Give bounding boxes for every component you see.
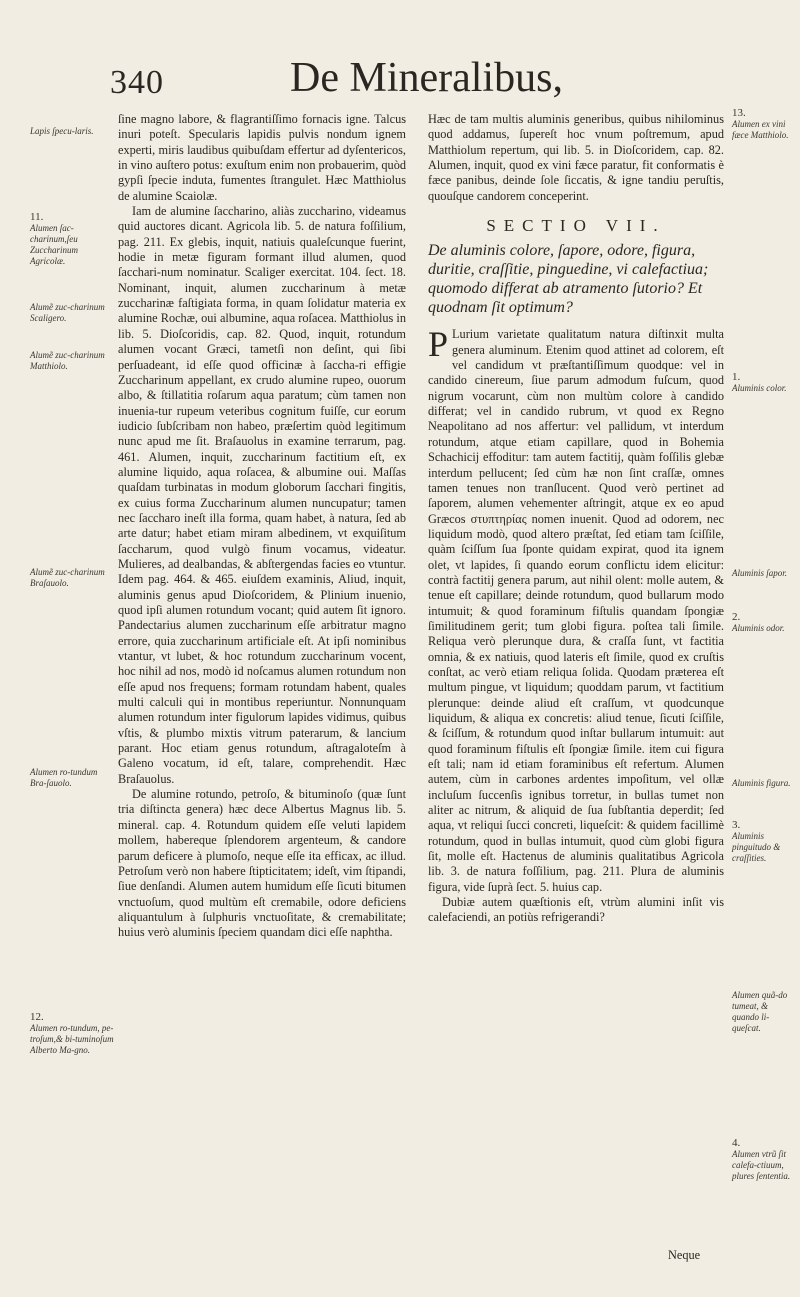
left-margin-note: Lapis ſpecu-laris. xyxy=(30,126,94,136)
left-margin-note: Alumen ro-tundum Bra-ſauolo. xyxy=(30,767,98,788)
page-header xyxy=(110,54,710,104)
catchword: Neque xyxy=(668,1248,701,1262)
paragraph: De alumine rotundo, petroſo, & bituminoſo (quæ ſunt tria diſtincta genera) hæc dece Albertus Magnus lib. 5. mineral. cap. 4. Rotundum quidem eſſe veluti lapidem mollem, habereque ſplendorem argenteum, & candore parum deficere à plumoſo, neque eſſe ita efficax, ac illud. Petroſum verò non habere ſtipticitatem; ideſt, vim ſtipandi, ſiue denſandi. Alumen autem humidum eſſe ſicuti bitumen vnctuoſum, quod multùm eſt cremabile, odore deficiens aliquantulum à ſulphuris vnctuoſitate, & cremabilitate; huius verò aluminis ſpeciem quandam dici eſſe naphtha. xyxy=(118,787,406,940)
right-margin-note: Aluminis figura. xyxy=(732,778,791,788)
left-text-column xyxy=(118,112,406,941)
right-margin-note: 13. Alumen ex vini fæce Matthiolo. xyxy=(732,107,789,140)
left-margin-note: Alumẽ zuc-charinum Braſauolo. xyxy=(30,567,105,588)
right-margin-note: 3. Aluminis pinguitudo & craſſities. xyxy=(732,819,781,863)
page-number: 340 xyxy=(110,64,164,101)
right-margin-note: 4. Alumen vtrũ ſit calefa-ctiuum, plures ſententia. xyxy=(732,1137,791,1181)
left-margin-note: Alumẽ zuc-charinum Scaligero. xyxy=(30,302,105,323)
drop-capital: P xyxy=(428,324,449,365)
right-margin-note: Alumen quã-do tumeat, & quando li-queſcat. xyxy=(732,990,788,1033)
paragraph: P Lurium varietate qualitatum natura diſtinxit multa genera aluminum. Etenim quod attinet ad colorem, eſt vel candidum vt præſtantiſſimum quodque: vel in candido cinereum, ſiue parum admodum fuſcum, quod nigrum vocarunt, cùm non multùm colore à candido differat; vel in candido rubrum, vt quod ex Regno Neapolitano ad nos affertur: vel pallidum, vt interdum rotundum, atque etiam capillare, quod in Bohemia Schachicij effoditur: tam autem factitij, quàm foſſilis glebæ interdum pellucent; ſed cùm hæ non ſint craſſæ, omnes tamen tenues non tranſlucent. Quod verò pertinet ad ſaporem, alumen vehementer aſtringit, atque ex eo apud Græcos στυπτηρίας nomen inuenit. Quod ad odorem, nec liquidum modò, quod altero præſtat, ſed etiam tam ſciſſile, quàm ſciſſum ſua ſponte quidam expirat, quod ita ignem olet, vt lapides, ſi quando eorum conflictu idem elicitur: contrà factitij genera parum, aut nihil olent: molle autem, & tenue eſt capillare; deinde rotundum, quod bullarum modo intumuit; & quod foraminum fiſtulis quandam ſpongiæ ſimilitudinem gerit; tum globi figura. poſtea tali ſimile. Reliqua verò plerunque dura, & craſſa ſunt, vt factitia omnia, & ex natiuis, quod lateris eſt ſimile, quod ex cruſtis conſtat, ac verò etiam reliqua ſolida. Quodam præterea eſt multum pingue, vt liquidum; quoddam parum, vt factitium plerunque: deinde aliud eſt craſſum, vt quodcunque liquidum, & aliqua ex concretis: aliud tenue, ſicuti ſciſſile, & ſciſſum, & rotundum quod inſtar bullarum intumuit: aut quod foraminum fiſtulis eſt ſpongiæ ſimile. item cui figura eſt tali; nam id etiam foraminibus eſt refertum. Alumen autem, cùm in carbones ardentes impoſitum, vel ollæ incluſum ſuccenſis ignibus torretur, in bullas tumet non aliter ac nitrum, & aliquid de ſua ſubſtantia deperdit; ſed aqua, vt reliqui ſucci concreti, liqueſcit: & quidem facillimè rotundum, quod in bullas intumuit, quod cùm globi figura ſit, molle eſt. Hactenus de aluminis qualitatibus Agricola lib. 3. de natura foſſilium, pag. 211. Plura de aluminis figura, vide ſuprà ſect. 5. huius cap. xyxy=(428,324,724,894)
right-margin-note: 2. Aluminis odor. xyxy=(732,611,785,633)
right-text-column xyxy=(428,112,724,926)
running-title: De Mineralibus, xyxy=(290,55,563,101)
section-title: De aluminis colore, ſapore, odore, figura, duritie, craſſitie, pinguedine, vi calefactiua; quomodo differat ab atramento ſutorio? Et quodnam ſit optimum? xyxy=(428,242,709,317)
left-margin-note: Alumẽ zuc-charinum Matthiolo. xyxy=(30,350,105,371)
paragraph: Iam de alumine ſaccharino, aliàs zuccharino, videamus quid auctores dicant. Agricola lib. 5. de natura foſſilium, pag. 211. Ex glebis, inquit, natiuis qualeſcunque fuerint, hodie in metæ figuram formant illud alumen, quod ſacchari-num nominatur. Scaliger exercitat. 104. ſect. 18. Nominant, inquit, alumen zuccharinum à metæ zuccharinæ faſtigiata forma, in quam ſolidatur materia ex alumine Rochæ, oui albumine, aqua roſacea. Matthiolus in lib. 5. Dioſcoridis, cap. 82. Quod, inquit, rotundum alumen vocant Græci, tametſi non deſint, qui ſibi perſuadeant, id eſſe quod officinæ à ſaccha-ri effigie Zuccharinum appellant, ex crudo alumine rupeo, ouorum albo, & ſtillatitia roſarum aqua paratum; cùm tamen non inuenia-tur rupeum veteribus cognitum fuiſſe, cur eorum iudicio ſubſcribam non habeo, præſertim quòd legitimum nunc apud me ſit. Braſauolus in examine terrarum, pag. 461. Alumen, inquit, zuccharinum factitium eſt, ex alumine liquido, aqua roſacea, & albumine oui. Maſſas quaſdam turbinatas in modum globorum ſacchari fingitis, ex cuius forma Zuccharinum alumen nuncupatur; tamen nec ſaccharo ineſt illa forma, quam habet, à natura, ſed ab arte datur; habet etiam miram albedinem, vt exquiſitum ſaccharum, quod vulgò finum vocamus, videatur. Mulieres, ad dealbandas, & abſtergendas facies eo vtuntur. Idem pag. 464. & 465. eiuſdem examinis, Aliud, inquit, aluminis genus apud Dioſcoridem, & Plinium inuenio, quod ipſi alumen rotundum vocant; quid autem ſit ignoro. Pandectarius alumen zuccharinum eſſe arbitratur magno errore, quia zuccharinum artificiale eſt. At ipſi nominibus vtantur, vt lubet, & hoc rotundum zuccharinum vocent, hoc nihil ad nos, modò id noſcamus alumen rotundum non eſſe apud nos frequens; formam rotundam habent, quales multi calculi qui in montibus reperiuntur. Nonnunquam alumen rotundum inter figulorum lapides vidimus, quibus vſtis, & plumbo mixtis vitrum paterarum, & lancium parant. Hoc etiam genus rotundum, aſtragaloteſm à Galeno vocatum, id eſt, talare, comprehendit. Hæc Braſauolus. xyxy=(118,204,406,786)
left-margin-note: 11. Alumen ſac-charinum,ſeu Zuccharinum Agricolæ. xyxy=(30,211,78,266)
paragraph: Hæc de tam multis aluminis generibus, quibus nihilominus quod addamus, ſupereſt hoc vnum poſtremum, apud Matthiolum repertum, qui lib. 5. in Dioſcoridem, cap. 82. Alumen, inquit, quod ex vini fæce paratur, fit conformatis è fæce panibus, deinde ſole ſiccatis, & igne tandiu peruſtis, quouſque candorem conceperint. xyxy=(428,112,724,203)
right-margin-note: 1. Aluminis color. xyxy=(732,371,787,393)
paragraph: ſine magno labore, & flagrantiſſimo fornacis igne. Talcus inuri poteſt. Specularis lapidis pulvis nondum ignem experti, miris laudibus quibuſdam effertur ad dyſentericos, in vino auſtero potus: exuſtum enim non probauerim, quòd gypſi ſpecie induta, fumentes ſtrangulet. Hæc Matthiolus de alumine Scaiolæ. xyxy=(118,112,406,203)
paragraph: Dubiæ autem quæſtionis eſt, vtrùm alumini inſit vis calefaciendi, an potiùs refrigerandi? xyxy=(428,895,724,925)
section-heading: SECTIO VII. xyxy=(486,216,666,236)
right-margin-note: Aluminis ſapor. xyxy=(732,568,788,578)
left-margin-note: 12. Alumen ro-tundum, pe-troſum,& bi-tuminoſum Alberto Ma-gno. xyxy=(30,1011,114,1055)
